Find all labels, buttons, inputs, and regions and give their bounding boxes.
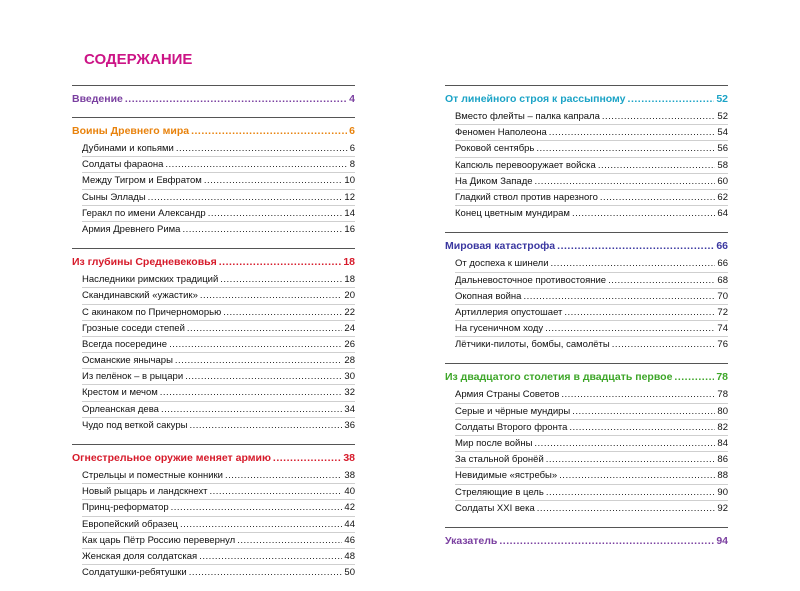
toc-entry[interactable]: [455, 501, 728, 516]
toc-entry[interactable]: [82, 385, 355, 401]
entry-page-number: 90: [717, 486, 728, 498]
section-page-number: 4: [349, 93, 355, 105]
dot-leader: [209, 484, 342, 499]
toc-entry[interactable]: [82, 565, 355, 580]
entry-page-number: 6: [349, 143, 355, 154]
dot-leader: [559, 468, 715, 483]
toc-entry[interactable]: [455, 206, 728, 221]
section-heading[interactable]: [445, 534, 728, 548]
entry-page-number: 14: [344, 207, 355, 219]
toc-section: [445, 232, 728, 363]
toc-entry[interactable]: [82, 157, 355, 173]
toc-entry[interactable]: [455, 141, 728, 157]
dot-leader: [180, 517, 342, 532]
entry-page-number: 92: [717, 502, 728, 514]
section-gap: [445, 516, 728, 525]
section-page-number: 6: [349, 125, 355, 137]
dot-leader: [674, 370, 714, 384]
toc-section: [445, 363, 728, 527]
entry-page-number: 80: [717, 405, 728, 417]
dot-leader: [189, 418, 342, 433]
dot-leader: [171, 500, 343, 515]
dot-leader: [187, 321, 343, 336]
dot-leader: [199, 549, 342, 564]
entry-title: Европейский образец: [82, 518, 179, 530]
dot-leader: [125, 92, 347, 106]
entry-page-number: 18: [344, 274, 355, 286]
section-page-number: 18: [343, 256, 355, 269]
entry-page-number: 64: [717, 208, 728, 220]
toc-entry[interactable]: [455, 436, 728, 452]
entry-page-number: 22: [344, 306, 355, 318]
dot-leader: [223, 305, 342, 320]
section-heading[interactable]: [72, 92, 355, 106]
toc-entry[interactable]: [455, 452, 728, 468]
dot-leader: [176, 141, 348, 156]
entry-page-number: 46: [344, 534, 355, 546]
entry-title: Геракл по имени Александр: [82, 207, 206, 219]
section-title: Из глубины Средневековья: [72, 256, 217, 269]
section-title: От линейного строя к рассыпному: [445, 93, 626, 105]
toc-entry[interactable]: [82, 337, 355, 353]
dot-leader: [534, 436, 715, 451]
entry-page-number: 74: [717, 323, 728, 335]
entry-title: Стрельцы и поместные конники: [82, 470, 223, 481]
dot-leader: [219, 255, 342, 269]
section-gap: [72, 106, 355, 115]
left-page: [0, 0, 400, 579]
section-heading[interactable]: [445, 239, 728, 253]
dot-leader: [546, 485, 716, 500]
section-title: Мировая катастрофа: [445, 240, 556, 253]
toc-entry[interactable]: [82, 141, 355, 157]
dot-leader: [569, 420, 715, 435]
entry-page-number: 88: [717, 470, 728, 482]
section-title: Из двадцатого столетия в двадцать первое: [445, 371, 673, 384]
dot-leader: [536, 141, 715, 156]
toc-section: [72, 248, 355, 444]
entry-title: Стреляющие в цель: [455, 486, 544, 498]
entry-page-number: 66: [717, 258, 728, 270]
entry-page-number: 32: [344, 387, 355, 399]
dot-leader: [499, 534, 714, 548]
toc-entry[interactable]: [82, 468, 355, 484]
entry-page-number: 76: [717, 339, 728, 351]
entry-page-number: 10: [344, 175, 355, 187]
entry-title: Чудо под веткой сакуры: [82, 419, 188, 431]
section-title: Огнестрельное оружие меняет армию: [72, 452, 271, 464]
section-heading[interactable]: [445, 92, 728, 106]
entry-title: Всегда посередине: [82, 338, 168, 350]
entry-title: Артиллерия опустошает: [455, 306, 563, 318]
dot-leader: [551, 256, 716, 271]
entry-title: Женская доля солдатская: [82, 550, 198, 562]
entry-title: Гладкий ствол против нарезного: [455, 191, 598, 203]
toc-entry[interactable]: [455, 420, 728, 436]
toc-entry[interactable]: [82, 500, 355, 516]
entry-title: Вместо флейты – палка капрала: [455, 111, 600, 122]
entry-page-number: 20: [344, 290, 355, 302]
toc-entry[interactable]: [455, 174, 728, 190]
entry-title: Роковой сентябрь: [455, 143, 535, 155]
dot-leader: [208, 206, 343, 221]
entry-title: Солдаты XXI века: [455, 502, 535, 514]
entry-title: Из пелёнок – в рыцари: [82, 371, 184, 383]
toc-entry[interactable]: [455, 337, 728, 352]
entry-title: Дальневосточное противостояние: [455, 274, 607, 286]
entry-title: Армия Страны Советов: [455, 389, 560, 401]
dot-leader: [572, 206, 715, 221]
entry-page-number: 78: [717, 389, 728, 401]
toc-entry[interactable]: [82, 321, 355, 337]
toc-entry[interactable]: [455, 485, 728, 501]
entry-list: [72, 269, 355, 433]
dot-leader: [600, 190, 716, 205]
toc-entry[interactable]: [82, 173, 355, 189]
entry-title: За стальной бронёй: [455, 454, 544, 466]
entry-list: [72, 465, 355, 580]
entry-page-number: 42: [344, 502, 355, 514]
entry-page-number: 48: [344, 550, 355, 562]
dot-leader: [175, 353, 343, 368]
entry-title: Солдаты фараона: [82, 159, 164, 171]
dot-leader: [204, 173, 343, 188]
section-page-number: 52: [716, 93, 728, 105]
section-heading[interactable]: [72, 255, 355, 269]
toc-entry[interactable]: [82, 533, 355, 549]
entry-page-number: 86: [717, 454, 728, 466]
dot-leader: [561, 387, 715, 402]
entry-page-number: 26: [344, 338, 355, 350]
section-title: Введение: [72, 93, 123, 105]
dot-leader: [535, 174, 716, 189]
dot-leader: [169, 337, 342, 352]
entry-title: Конец цветным мундирам: [455, 208, 570, 220]
toc-section: [445, 85, 728, 232]
toc-title: СОДЕРЖАНИЕ: [84, 51, 193, 68]
dot-leader: [628, 92, 715, 106]
dot-leader: [185, 369, 342, 384]
entry-title: Новый рыцарь и ландскнехт: [82, 486, 208, 498]
toc-entry[interactable]: [82, 402, 355, 418]
dot-leader: [225, 468, 342, 483]
entry-title: Серые и чёрные мундиры: [455, 405, 571, 417]
section-heading[interactable]: [72, 451, 355, 465]
section-title: Указатель: [445, 534, 498, 547]
entry-list: [72, 138, 355, 237]
toc-entry[interactable]: [455, 158, 728, 174]
dot-leader: [273, 451, 341, 465]
entry-title: Дубинами и копьями: [82, 143, 174, 154]
section-page-number: 78: [716, 371, 728, 384]
toc-entry[interactable]: [455, 289, 728, 305]
entry-page-number: 68: [717, 274, 728, 286]
section-heading[interactable]: [72, 124, 355, 138]
entry-page-number: 50: [344, 567, 355, 579]
toc-entry[interactable]: [455, 190, 728, 206]
entry-page-number: 62: [717, 191, 728, 203]
entry-page-number: 58: [717, 159, 728, 171]
dot-leader: [191, 124, 347, 138]
toc-section: [72, 85, 355, 117]
toc-entry[interactable]: [82, 288, 355, 304]
toc-entry[interactable]: [455, 468, 728, 484]
dot-leader: [612, 337, 716, 352]
dot-leader: [545, 321, 715, 336]
toc-entry[interactable]: [82, 517, 355, 533]
entry-title: Солдатушки-ребятушки: [82, 567, 187, 579]
toc-entry[interactable]: [82, 484, 355, 500]
section-gap: [445, 548, 728, 557]
section-heading[interactable]: [445, 370, 728, 384]
dot-leader: [564, 305, 715, 320]
dot-leader: [549, 125, 716, 140]
dot-leader: [523, 289, 715, 304]
entry-page-number: 60: [717, 175, 728, 187]
entry-title: Грозные соседи степей: [82, 322, 185, 334]
entry-title: От доспеха к шинели: [455, 258, 549, 270]
entry-page-number: 56: [717, 143, 728, 155]
right-page: [400, 0, 800, 545]
entry-page-number: 24: [344, 322, 355, 334]
entry-page-number: 30: [344, 371, 355, 383]
toc-right-column: [445, 85, 728, 559]
toc-entry[interactable]: [455, 305, 728, 321]
toc-entry[interactable]: [82, 369, 355, 385]
dot-leader: [546, 452, 716, 467]
entry-page-number: 84: [717, 438, 728, 449]
entry-title: На Диком Западе: [455, 175, 533, 187]
toc-section: [72, 444, 355, 591]
section-page-number: 94: [716, 534, 728, 547]
entry-title: Как царь Пётр Россию перевернул: [82, 534, 236, 546]
toc-entry[interactable]: [82, 549, 355, 565]
toc-entry[interactable]: [455, 125, 728, 141]
toc-section: [72, 117, 355, 248]
entry-page-number: 70: [717, 290, 728, 302]
entry-page-number: 12: [344, 191, 355, 203]
entry-title: С акинаком по Причерноморью: [82, 306, 222, 318]
toc-entry[interactable]: [455, 321, 728, 337]
entry-list: [445, 106, 728, 221]
entry-page-number: 72: [717, 306, 728, 318]
dot-leader: [220, 272, 342, 287]
entry-list: [445, 253, 728, 352]
dot-leader: [165, 157, 347, 172]
dot-leader: [237, 533, 342, 548]
entry-title: Армия Древнего Рима: [82, 223, 181, 235]
section-gap: [72, 580, 355, 589]
entry-title: Между Тигром и Евфратом: [82, 175, 202, 187]
entry-page-number: 54: [717, 127, 728, 139]
dot-leader: [572, 404, 715, 419]
toc-left-column: [72, 85, 355, 591]
entry-page-number: 16: [344, 223, 355, 235]
toc-entry[interactable]: [82, 418, 355, 433]
entry-title: Османские янычары: [82, 355, 173, 367]
entry-title: Орлеанская дева: [82, 403, 159, 415]
dot-leader: [598, 158, 716, 173]
toc-entry[interactable]: [455, 404, 728, 420]
toc-entry[interactable]: [82, 305, 355, 321]
section-page-number: 66: [716, 240, 728, 253]
toc-entry[interactable]: [82, 353, 355, 369]
entry-title: Невидимые «ястребы»: [455, 470, 558, 482]
dot-leader: [182, 222, 342, 237]
entry-page-number: 40: [344, 486, 355, 498]
entry-title: Феномен Наполеона: [455, 127, 547, 139]
entry-page-number: 52: [717, 111, 728, 122]
entry-title: На гусеничном ходу: [455, 323, 544, 335]
entry-title: Лётчики-пилоты, бомбы, самолёты: [455, 339, 610, 351]
entry-title: Принц-реформатор: [82, 502, 169, 514]
toc-entry[interactable]: [82, 272, 355, 288]
entry-page-number: 36: [344, 419, 355, 431]
dot-leader: [200, 288, 343, 303]
toc-entry[interactable]: [455, 387, 728, 403]
entry-page-number: 34: [344, 403, 355, 415]
entry-title: Капсюль перевооружает войска: [455, 159, 596, 171]
dot-leader: [160, 385, 343, 400]
section-gap: [72, 237, 355, 246]
toc-entry[interactable]: [455, 256, 728, 272]
section-gap: [445, 352, 728, 361]
toc-entry[interactable]: [82, 222, 355, 237]
entry-page-number: 82: [717, 421, 728, 433]
entry-page-number: 8: [349, 159, 355, 171]
entry-title: Солдаты Второго фронта: [455, 421, 568, 433]
toc-entry[interactable]: [455, 273, 728, 289]
dot-leader: [602, 109, 716, 124]
toc-entry[interactable]: [455, 109, 728, 125]
dot-leader: [148, 190, 343, 205]
toc-entry[interactable]: [82, 206, 355, 222]
dot-leader: [557, 239, 714, 253]
dot-leader: [161, 402, 342, 417]
section-page-number: 38: [343, 452, 355, 464]
entry-title: Наследники римских традиций: [82, 274, 219, 286]
entry-title: Крестом и мечом: [82, 387, 158, 399]
toc-section: [445, 527, 728, 559]
entry-title: Сыны Эллады: [82, 191, 146, 203]
dot-leader: [189, 565, 343, 580]
entry-page-number: 44: [344, 518, 355, 530]
entry-page-number: 28: [344, 355, 355, 367]
section-gap: [445, 221, 728, 230]
section-title: Воины Древнего мира: [72, 125, 190, 137]
entry-title: Скандинавский «ужастик»: [82, 290, 198, 302]
entry-list: [445, 384, 728, 516]
entry-title: Окопная война: [455, 290, 522, 302]
section-gap: [72, 433, 355, 442]
entry-page-number: 38: [344, 470, 355, 481]
toc-entry[interactable]: [82, 190, 355, 206]
dot-leader: [537, 501, 716, 516]
dot-leader: [608, 273, 715, 288]
entry-title: Мир после войны: [455, 438, 533, 449]
